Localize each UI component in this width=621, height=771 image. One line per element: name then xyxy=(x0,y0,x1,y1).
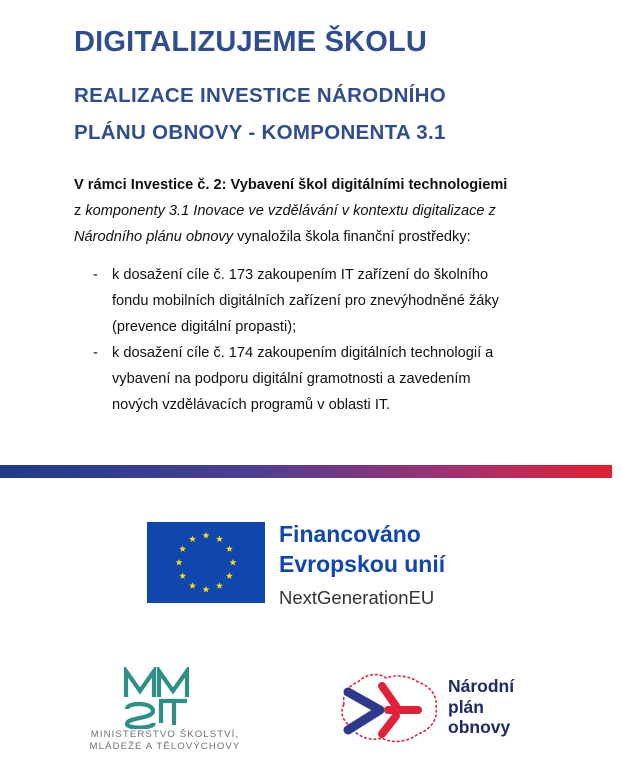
npo-line2: plán xyxy=(448,696,484,717)
list-item-line: (prevence digitální propasti); xyxy=(112,319,297,335)
list-item xyxy=(0,262,542,340)
msmt-name-line1: MINISTERSTVO ŠKOLSTVÍ, xyxy=(90,729,240,740)
npo-name xyxy=(448,676,514,738)
intro-text-2: vynaložila škola finanční prostředky: xyxy=(233,229,471,245)
eu-stars xyxy=(147,522,265,603)
msmt-name-line2: MLÁDEŽE A TĚLOVÝCHOVY xyxy=(89,741,241,752)
bullet-dash: - xyxy=(93,267,98,283)
list-item-line: k dosažení cíle č. 173 zakoupením IT zařízení do školního xyxy=(112,267,489,283)
npo-line1: Národní xyxy=(448,676,515,696)
npo-logo-icon xyxy=(338,664,442,748)
eu-star-icon xyxy=(203,586,210,593)
npo-line3: obnovy xyxy=(448,717,511,737)
goals-list xyxy=(0,262,621,418)
eu-star-icon xyxy=(226,572,233,579)
bullet-dash: - xyxy=(93,345,98,361)
eu-star-icon xyxy=(189,536,196,543)
eu-star-icon xyxy=(179,545,186,552)
list-item-line: fondu mobilních digitálních zařízení pro znevýhodněné žáky xyxy=(112,293,499,309)
intro-bold-lead: V rámci Investice č. 2: Vybavení škol digitálními technologiemi xyxy=(74,177,508,193)
eu-star-icon xyxy=(226,545,233,552)
eu-funding-text xyxy=(279,519,445,609)
eu-star-icon xyxy=(189,582,196,589)
list-item xyxy=(0,340,542,418)
eu-star-icon xyxy=(179,572,186,579)
eu-star-icon xyxy=(216,536,223,543)
intro-text-1: z xyxy=(74,203,86,219)
list-item-line: vybavení na podporu digitální gramotnosti a zavedením xyxy=(112,371,471,387)
page-subtitle-line1: REALIZACE INVESTICE NÁRODNÍHO xyxy=(74,84,447,107)
gradient-divider xyxy=(0,465,612,478)
eu-star-icon xyxy=(203,532,210,539)
msmt-name xyxy=(80,729,250,753)
list-item-line: nových vzdělávacích programů v oblasti IT. xyxy=(112,397,391,413)
list-item-line: k dosažení cíle č. 174 zakoupením digitálních technologií a xyxy=(112,345,494,361)
eu-line-union: Evropskou unií xyxy=(279,551,446,577)
eu-flag-icon xyxy=(147,522,265,603)
page-subtitle-line2: PLÁNU OBNOVY - KOMPONENTA 3.1 xyxy=(74,121,446,144)
msmt-logo-icon xyxy=(123,667,193,729)
eu-line-nextgen: NextGenerationEU xyxy=(279,587,435,608)
eu-star-icon xyxy=(216,582,223,589)
eu-star-icon xyxy=(176,559,183,566)
intro-italic-text: komponenty 3.1 Inovace ve vzdělávání v kontextu digitalizace z Národního plánu obnovy xyxy=(74,203,496,245)
eu-star-icon xyxy=(230,559,237,566)
page-title: DIGITALIZUJEME ŠKOLU xyxy=(74,26,428,58)
intro-paragraph xyxy=(74,172,554,250)
eu-line-financed: Financováno xyxy=(279,521,421,547)
